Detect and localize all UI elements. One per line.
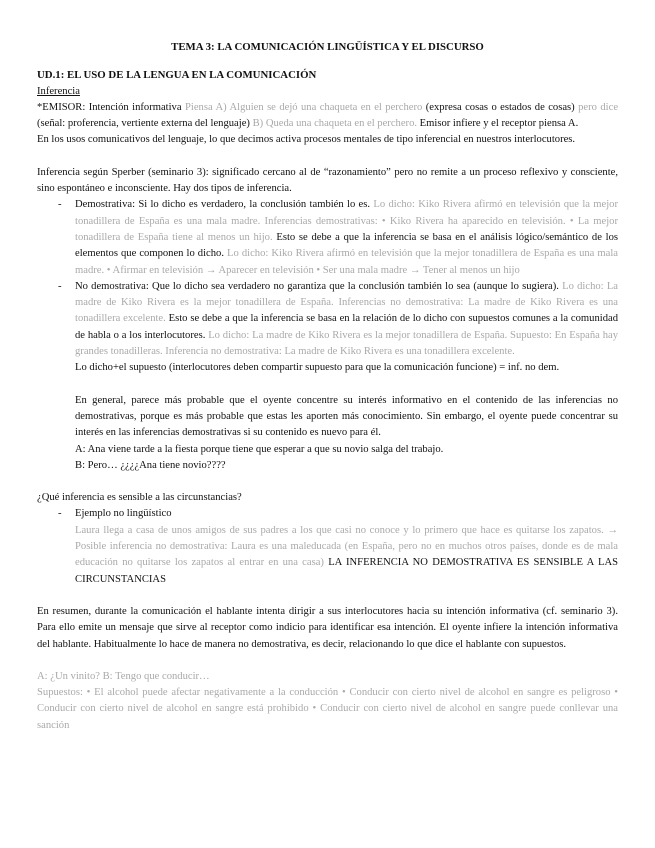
formula-line: Lo dicho+el supuesto (interlocutores deben compartir supuesto para que la comunicación funcione) = inf. no dem.	[75, 362, 560, 374]
demostrativa-paragraph	[75, 197, 618, 278]
demostrativa-gray-1: Lo dicho: Kiko Rivera afirmó en televisión que la mejor tonadillera de España es una mala madre. Inferencias demostrativas: • Kiko Rivera ha aparecido en televisión. • La mejor tonadillera de España tiene al menos un hijo.	[75, 199, 618, 243]
unit-heading: UD.1: EL USO DE LA LENGUA EN LA COMUNICACIÓN	[37, 69, 317, 82]
no-demostrativa-paragraph	[75, 279, 618, 360]
sperber-paragraph: Inferencia según Sperber (seminario 3): significado cercano al de “razonamiento” pero no remite a un proceso reflexivo y consciente, sino espontáneo e inconsciente. Hay dos tipos de inferencia.	[37, 166, 618, 195]
dash-bullet: -	[58, 280, 62, 292]
list-item-demostrativa	[37, 197, 618, 278]
document-title: TEMA 3: LA COMUNICACIÓN LINGÜÍSTICA Y EL DISCURSO	[171, 41, 484, 53]
no-demostrativa-gray-1: Lo dicho: La madre de Kiko Rivera es la mejor tonadillera de España. Inferencias no demostrativa: La madre de Kiko Rivera es una tonadillera excelente.	[75, 280, 618, 325]
emisor-text-4: Emisor infiere y el receptor piensa A.	[419, 118, 579, 130]
emisor-paragraph	[37, 100, 618, 133]
ejemplo-gray-text: Laura llega a casa de unos amigos de sus padres a los que casi no conoce y lo primero que hace es quitarse los zapatos. → Posible inferencia no demostrativa: Laura es una maleducada (en España, pero no en muchos otros países, donde es de mala educación no quitarse los zapatos al entrar en una casa)	[75, 524, 618, 569]
emisor-gray-3: B) Queda una chaqueta en el perchero.	[252, 118, 420, 130]
circunstancias-question: ¿Qué inferencia es sensible a las circunstancias?	[37, 492, 242, 504]
ejemplo-paragraph	[75, 523, 618, 588]
emisor-gray-1: Piensa A) Alguien se dejó una chaqueta en el perchero	[184, 101, 426, 113]
no-demostrativa-text-2: Esto se debe a que la inferencia se basa en la relación de lo dicho con supuestos comunes a la comunidad de habla o a los interlocutores.	[75, 313, 618, 341]
dash-bullet: -	[58, 199, 62, 211]
demostrativa-text-2: Esto se debe a que la inferencia se basa en el análisis lógico/semántico de los elementos que componen lo dicho.	[75, 231, 618, 260]
demostrativa-gray-2: Lo dicho: Kiko Rivera afirmó en televisión que la mejor tonadillera de España es una mala madre. • Afirmar en televisión → Aparecer en televisión • Ser una mala madre → Tener al menos un hijo	[75, 248, 618, 276]
dash-bullet: -	[58, 508, 62, 520]
section-heading: Inferencia	[37, 85, 80, 97]
no-demostrativa-gray-2: Lo dicho: La madre de Kiko Rivera es la mejor tonadillera de España. Supuesto: En España hay grandes tonadilleras. Inferencia no demostrativa: La madre de Kiko Rivera es una tonadillera excelente.	[75, 329, 618, 358]
emisor-gray-2: pero dice	[578, 101, 619, 113]
emisor-text-3: (señal: proferencia, vertiente externa del lenguaje)	[37, 118, 253, 130]
no-demostrativa-text-1: No demostrativa: Que lo dicho sea verdadero no garantiza que la conclusión también lo sea (aunque lo sugiera).	[75, 280, 563, 292]
supuestos-paragraph: Supuestos: • El alcohol puede afectar negativamente a la conducción • Conducir con cierto nivel de alcohol en sangre es peligroso • Conducir con cierto nivel de alcohol en sangre está prohibido • Conducir con cierto nivel de alcohol en sangre puede conllevar una sanción	[37, 687, 618, 731]
general-paragraph: En general, parece más probable que el oyente concentre su interés informativo en el contenido de las inferencias no demostrativas, porque es más probable que estas les aporten más conocimiento. Sin embargo, el oyente puede concentrar su interés en las inferencias demostrativas si su contenido es nuevo para él.	[75, 394, 618, 439]
intro-paragraph: En los usos comunicativos del lenguaje, lo que decimos activa procesos mentales de tipo inferencial en nuestros interlocutores.	[37, 134, 576, 146]
vinito-line: A: ¿Un vinito? B: Tengo que conducir…	[37, 670, 210, 682]
emisor-text-1: *EMISOR: Intención informativa	[37, 101, 185, 113]
ejemplo-label: Ejemplo no lingüístico	[75, 508, 172, 520]
example-a: A: Ana viene tarde a la fiesta porque tiene que esperar a que su novio salga del trabajo.	[75, 443, 444, 455]
example-b: B: Pero… ¿¿¿¿Ana tiene novio????	[75, 459, 226, 471]
list-item-ejemplo	[37, 506, 618, 587]
demostrativa-text-1: Demostrativa: Si lo dicho es verdadero, la conclusión también lo es.	[75, 199, 374, 211]
list-item-no-demostrativa	[37, 279, 618, 474]
ejemplo-conclusion: LA INFERENCIA NO DEMOSTRATIVA ES SENSIBLE A LAS CIRCUNSTANCIAS	[75, 557, 618, 585]
document-page	[37, 39, 618, 734]
resumen-paragraph: En resumen, durante la comunicación el hablante intenta dirigir a sus interlocutores hacia su intención informativa (cf. seminario 3). Para ello emite un mensaje que sirve al receptor como indicio para identificar esa intención. El oyente infiere la intención informativa del hablante. Habitualmente lo hace de manera no demostrativa, es decir, relacionando lo que dice el hablante con supuestos.	[37, 605, 618, 650]
emisor-text-2: (expresa cosas o estados de cosas)	[425, 101, 579, 113]
